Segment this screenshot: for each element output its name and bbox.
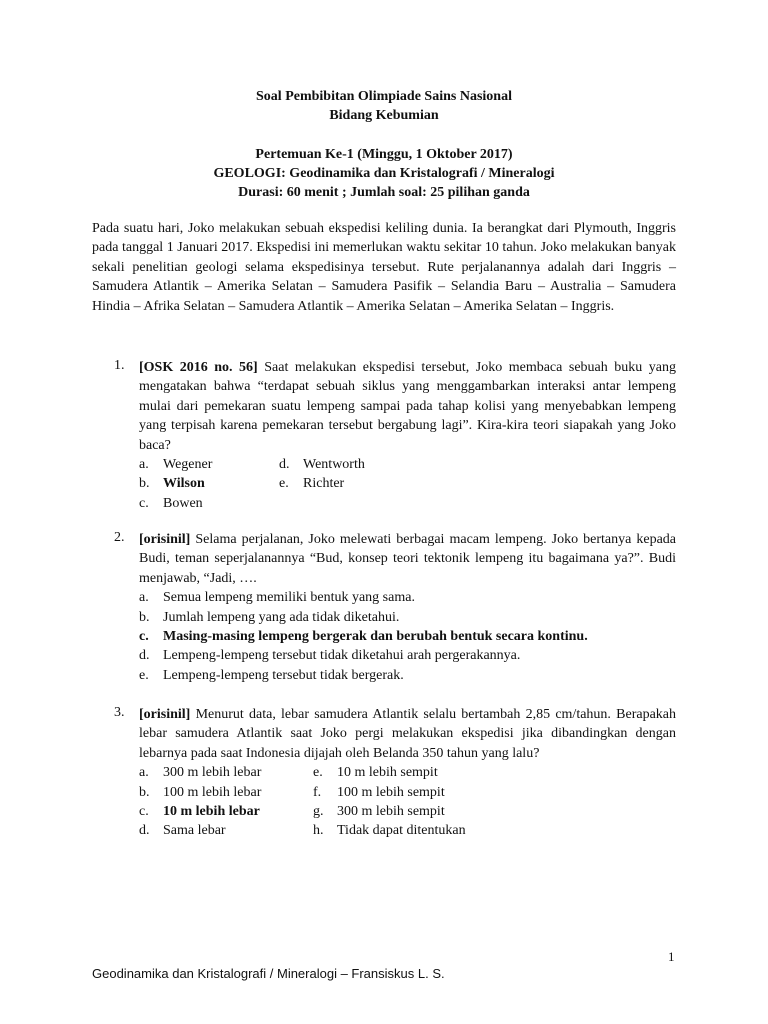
question-number: 2.: [114, 530, 125, 545]
options-list: [139, 588, 676, 685]
doc-title: Soal Pembibitan Olimpiade Sains Nasional: [256, 89, 512, 104]
meeting-info: Pertemuan Ke-1 (Minggu, 1 Oktober 2017): [255, 147, 513, 162]
doc-subtitle: Bidang Kebumian: [329, 108, 439, 123]
option-d[interactable]: d. Wentworth: [279, 457, 365, 473]
answer-text: 10 m lebih lebar: [163, 804, 260, 820]
option-d[interactable]: d. Lempeng-lempeng tersebut tidak diketahui arah pergerakannya.: [139, 648, 521, 664]
option-b[interactable]: b. 100 m lebih lebar: [139, 784, 262, 800]
option-e[interactable]: e. Lempeng-lempeng tersebut tidak bergerak.: [139, 667, 404, 683]
option-e[interactable]: e. 10 m lebih sempit: [313, 765, 438, 781]
option-a[interactable]: a. Wegener: [139, 457, 213, 473]
question-2: [114, 530, 676, 685]
answer-text: Masing-masing lempeng bergerak dan berubah bentuk secara kontinu.: [163, 629, 588, 645]
page-number: 1: [668, 949, 675, 964]
option-h[interactable]: h. Tidak dapat ditentukan: [313, 823, 466, 839]
option-e[interactable]: e. Richter: [279, 476, 345, 492]
question-1: [114, 358, 676, 513]
question-tag: [OSK 2016 no. 56]: [139, 360, 258, 375]
question-text: [139, 358, 676, 455]
option-b[interactable]: b. Jumlah lempeng yang ada tidak diketahui.: [139, 609, 400, 625]
option-d[interactable]: d. Sama lebar: [139, 823, 226, 839]
question-text: [139, 530, 676, 588]
options-list: [139, 763, 676, 841]
question-tag: [orisinil]: [139, 707, 191, 722]
option-b[interactable]: b. Wilson: [139, 474, 279, 493]
option-c[interactable]: c. 10 m lebih lebar: [139, 802, 313, 821]
question-number: 1.: [114, 358, 125, 373]
duration-info: Durasi: 60 menit ; Jumlah soal: 25 pilihan ganda: [238, 185, 530, 200]
intro-paragraph: Pada suatu hari, Joko melakukan sebuah ekspedisi keliling dunia. Ia berangkat dari Plymouth, Inggris pada tanggal 1 Januari 2017. Ekspedisi ini memerlukan waktu sekitar 10 tahun. Joko melakukan banyak sekali penelitian geologi selama ekspedisinya tersebut. Rute perjalanannya adalah dari Inggris – Samudera Atlantik – Amerika Selatan – Samudera Pasifik – Selandia Baru – Australia – Samudera Hindia – Afrika Selatan – Samudera Atlantik – Amerika Selatan – Amerika Selatan – Inggris.: [92, 221, 676, 314]
option-c[interactable]: c. Bowen: [139, 495, 203, 511]
question-tag: [orisinil]: [139, 532, 191, 547]
question-text: [139, 705, 676, 763]
question-body: Menurut data, lebar samudera Atlantik selalu bertambah 2,85 cm/tahun. Berapakah lebar samudera Atlantik saat Joko pergi melakukan ekspedisi jika dibandingkan dengan lebarnya pada saat Indonesia dijajah oleh Belanda 350 tahun yang lalu?: [139, 707, 676, 761]
question-3: [114, 705, 676, 841]
question-number: 3.: [114, 705, 125, 720]
option-c[interactable]: c. Masing-masing lempeng bergerak dan berubah bentuk secara kontinu.: [139, 627, 676, 646]
question-body: Saat melakukan ekspedisi tersebut, Joko membaca sebuah buku yang mengatakan bahwa “terdapat sebuah siklus yang menggambarkan interaksi antar lempeng mulai dari pemekaran suatu lempeng sampai pada tahap kolisi yang menyebabkan lempeng yang terpisah karena pemekaran tersebut bergabung lagi”. Kira-kira teori siapakah yang Joko baca?: [139, 360, 676, 453]
topic-info: GEOLOGI: Geodinamika dan Kristalografi / Mineralogi: [213, 166, 555, 181]
option-f[interactable]: f. 100 m lebih sempit: [313, 784, 445, 800]
options-list: [139, 455, 676, 513]
question-body: Selama perjalanan, Joko melewati berbagai macam lempeng. Joko bertanya kepada Budi, teman seperjalanannya “Bud, konsep teori tektonik lempeng itu bagaimana ya?”. Budi menjawab, “Jadi, ….: [139, 532, 676, 586]
answer-text: Wilson: [163, 476, 205, 492]
page-footer: Geodinamika dan Kristalografi / Mineralogi – Fransiskus L. S.: [92, 966, 445, 981]
option-a[interactable]: a. 300 m lebih lebar: [139, 765, 262, 781]
option-a[interactable]: a. Semua lempeng memiliki bentuk yang sama.: [139, 590, 415, 606]
option-g[interactable]: g. 300 m lebih sempit: [313, 804, 445, 820]
